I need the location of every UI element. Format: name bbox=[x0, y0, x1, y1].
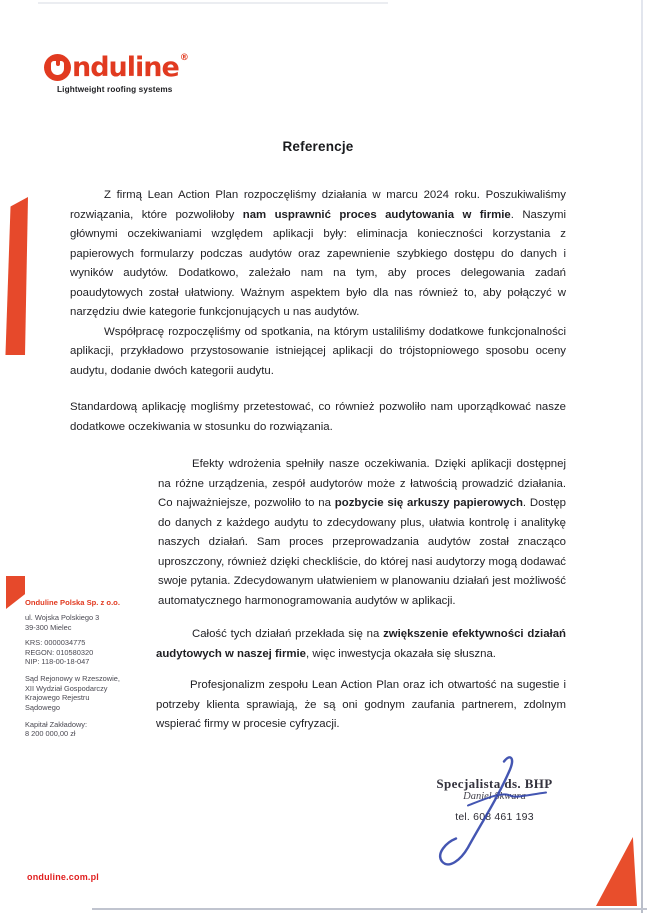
paragraph-intro: Z firmą Lean Action Plan rozpoczęliśmy działania w marcu 2024 roku. Poszukiwaliśmy rozwiązania, które pozwoliłoby nam usprawnić proces audytowania w firmie. Naszymi głównymi oczekiwaniami względem aplikacji były: eliminacja konieczności korzystania z papierowych formularzy podczas audytów oraz zapewnienie szybkiego dostępu do danych i wyników audytów. Dodatkowo, zależało nam na tym, aby proces delegowania zadań poaudytowych został ułatwiony. Ważnym aspektem było dla nas również to, aby połączyć w narzędziu dwie kategorie funkcjonujących u nas audytów. bbox=[70, 189, 567, 318]
paragraph-cooperation: Współpracę rozpoczęliśmy od spotkania, na którym ustaliliśmy dodatkowe funkcjonalności aplikacji, przykładowo przystosowanie istniejącej aplikacji do trójstopniowego sposobu oceny audytu, dodanie dwóch kategorii audytu. bbox=[70, 325, 566, 377]
paragraph-testing: Standardową aplikację mogliśmy przetestować, co również pozwoliło nam uporządkować nasze dodatkowe oczekiwania w stosunku do rozwiązania. bbox=[70, 401, 566, 433]
document-title: Referencje bbox=[282, 139, 354, 154]
logo-brand-text: nduline bbox=[72, 51, 179, 83]
paragraph-recommendation: Profesjonalizm zespołu Lean Action Plan oraz ich otwartość na sugestie i potrzeby klienta sprawiają, że są oni godnym zaufania partnerem, zdolnym wspierać firmy w procesie cyfryzacji. bbox=[156, 679, 566, 730]
company-info-sidebar bbox=[25, 598, 135, 739]
company-share-capital: Kapitał Zakładowy: 8 200 000,00 zł bbox=[25, 720, 88, 739]
company-address: ul. Wojska Polskiego 3 39-300 Mielec bbox=[25, 613, 100, 632]
scan-edge-right bbox=[641, 0, 643, 913]
droplet-icon bbox=[51, 61, 64, 75]
company-court-registry: Sąd Rejonowy w Rzeszowie, XII Wydział Gospodarczy Krajowego Rejestru Sądowego bbox=[25, 674, 120, 712]
signer-role: Specjalista ds. BHP bbox=[436, 776, 553, 791]
onduline-o-icon bbox=[44, 54, 71, 81]
signer-phone: tel. 608 461 193 bbox=[455, 811, 534, 823]
logo-brand-row bbox=[44, 52, 189, 82]
company-name: Onduline Polska Sp. z o.o. bbox=[25, 598, 120, 607]
paragraph-summary: Całość tych działań przekłada się na zwiększenie efektywności działań audytowych w naszej firmie, więc inwestycja okazała się słuszna. bbox=[156, 628, 566, 660]
logo-tagline: Lightweight roofing systems bbox=[57, 85, 173, 94]
paragraph-results bbox=[70, 455, 566, 611]
registered-trademark-icon: ® bbox=[179, 53, 189, 63]
letter-body bbox=[70, 186, 566, 735]
paragraph-results-text: Efekty wdrożenia spełniły nasze oczekiwania. Dzięki aplikacji dostępnej na różne urządzenia, zespół audytorów może z łatwością prowadzić działania. Co najważniejsze, pozwoliło to na pozbycie się arkuszy papierowych. Dostęp do danych z każdego audytu to zdecydowany plus, ułatwia kontrolę i analitykę naszych działań. Sam proces przeprowadzania audytów został znacząco uproszczony, również dzięki checkliście, do której nasi audytorzy mogą dodawać swoje pytania. Zdecydowanym ułatwieniem w planowaniu działań jest możliwość automatycznego harmonogramowania audytów w aplikacji. bbox=[158, 458, 566, 607]
decor-red-triangle bbox=[596, 837, 637, 906]
company-registry-numbers: KRS: 0000034775 REGON: 010580320 NIP: 118-00-18-047 bbox=[25, 638, 94, 667]
scan-edge-bottom bbox=[92, 908, 647, 910]
decor-red-bar bbox=[5, 197, 28, 355]
onduline-logo bbox=[44, 52, 189, 94]
signer-name: Daniel Skwara bbox=[463, 791, 526, 802]
website-link: onduline.com.pl bbox=[27, 872, 99, 882]
decor-red-flag bbox=[6, 576, 25, 609]
signature-stamp bbox=[412, 776, 577, 823]
scan-edge-top bbox=[38, 2, 388, 4]
